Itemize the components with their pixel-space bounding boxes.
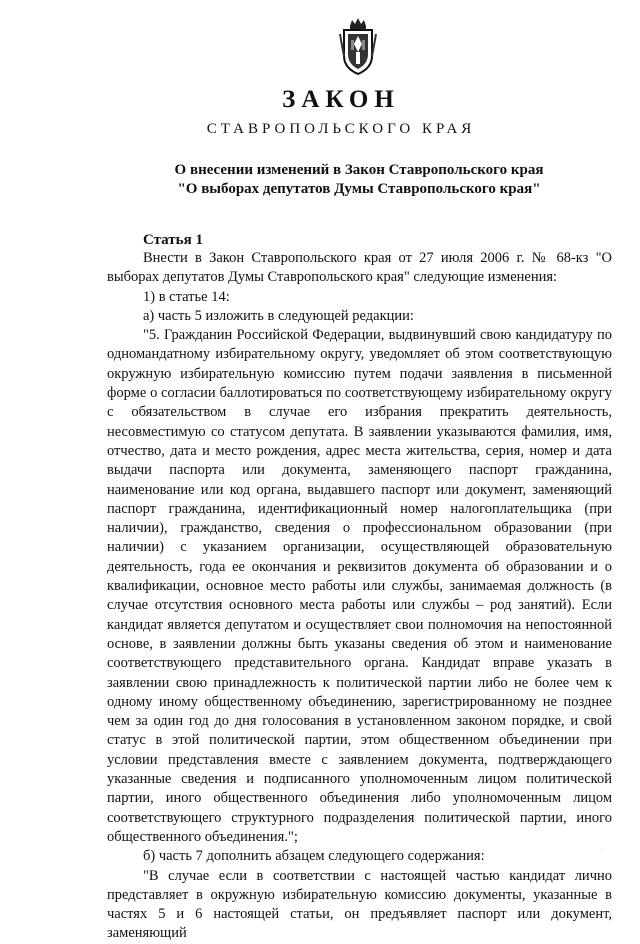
- article-heading: Статья 1: [143, 232, 203, 248]
- document-heading: [0, 161, 640, 199]
- law-subtitle: СТАВРОПОЛЬСКОГО КРАЯ: [206, 121, 476, 137]
- article-body: [107, 249, 612, 944]
- paragraph-part-5-text: "5. Гражданин Российской Федерации, выдвинувший свою кандидатуру по одномандатному избирательному округу, уведомляет об этом соответствующую окружную избирательную комиссию путем подачи заявления в письменной форме о согласии баллотироваться по соответствующему избирательному округу с обязательством в случае его избрания прекратить деятельность, несовместимую со статусом депутата. В заявлении указываются фамилия, имя, отчество, дата и место рождения, адрес места жительства, серия, номер и дата выдачи паспорта или документа, заменяющего паспорт гражданина, наименование или код органа, выдавшего паспорт или документ, заменяющий паспорт гражданина, идентификационный номер налогоплательщика (при наличии), гражданство, сведения о профессиональном образовании (при наличии) с указанием организации, осуществляющей образовательную деятельность, года ее окончания и реквизитов документа об образовании и о квалификации, основное место работы или службы, занимаемая должность (в случае отсутствия основного места работы или службы – род занятий). Если кандидат является депутатом и осуществляет свои полномочия на непостоянной основе, в заявлении должны быть указаны сведения об этом и наименование соответствующего представительного органа. Кандидат вправе указать в заявлении свою принадлежность к политической партии либо не более чем к одному иному общественному объединению, зарегистрированному не позднее чем за один год до дня голосования в установленном законом порядке, и свой статус в этой политической партии, этом общественном объединении при условии представления вместе с заявлением документа, подтверждающего указанные сведения и подписанного уполномоченным лицом политической партии, иного общественного объединения либо уполномоченным лицом соответствующего структурного подразделения политической партии, иного общественного объединения.";: [107, 327, 612, 845]
- paragraph-intro: Внести в Закон Ставропольского края от 27 июля 2006 г. № 68-кз "О выборах депутатов Думы Ставропольского края" следующие изменения:: [107, 250, 612, 286]
- paragraph-item-1: 1) в статье 14:: [143, 288, 230, 305]
- paragraph-subitem-a: а) часть 5 изложить в следующей редакции:: [143, 307, 414, 324]
- document-heading-line-1: О внесении изменений в Закон Ставропольского края: [174, 162, 544, 178]
- paragraph-part-7-addition: "В случае если в соответствии с настоящей частью кандидат лично представляет в окружную избирательную комиссию документы, указанные в частях 5 и 6 настоящей статьи, он предъявляет паспорт или документ, заменяющий: [107, 867, 612, 942]
- law-title: ЗАКОН: [282, 86, 400, 113]
- paragraph-subitem-b: б) часть 7 дополнить абзацем следующего содержания:: [143, 848, 485, 865]
- page-mark: ·: [601, 845, 604, 855]
- coat-of-arms-emblem: [338, 16, 378, 78]
- document-heading-line-2: "О выборах депутатов Думы Ставропольского края": [177, 181, 541, 197]
